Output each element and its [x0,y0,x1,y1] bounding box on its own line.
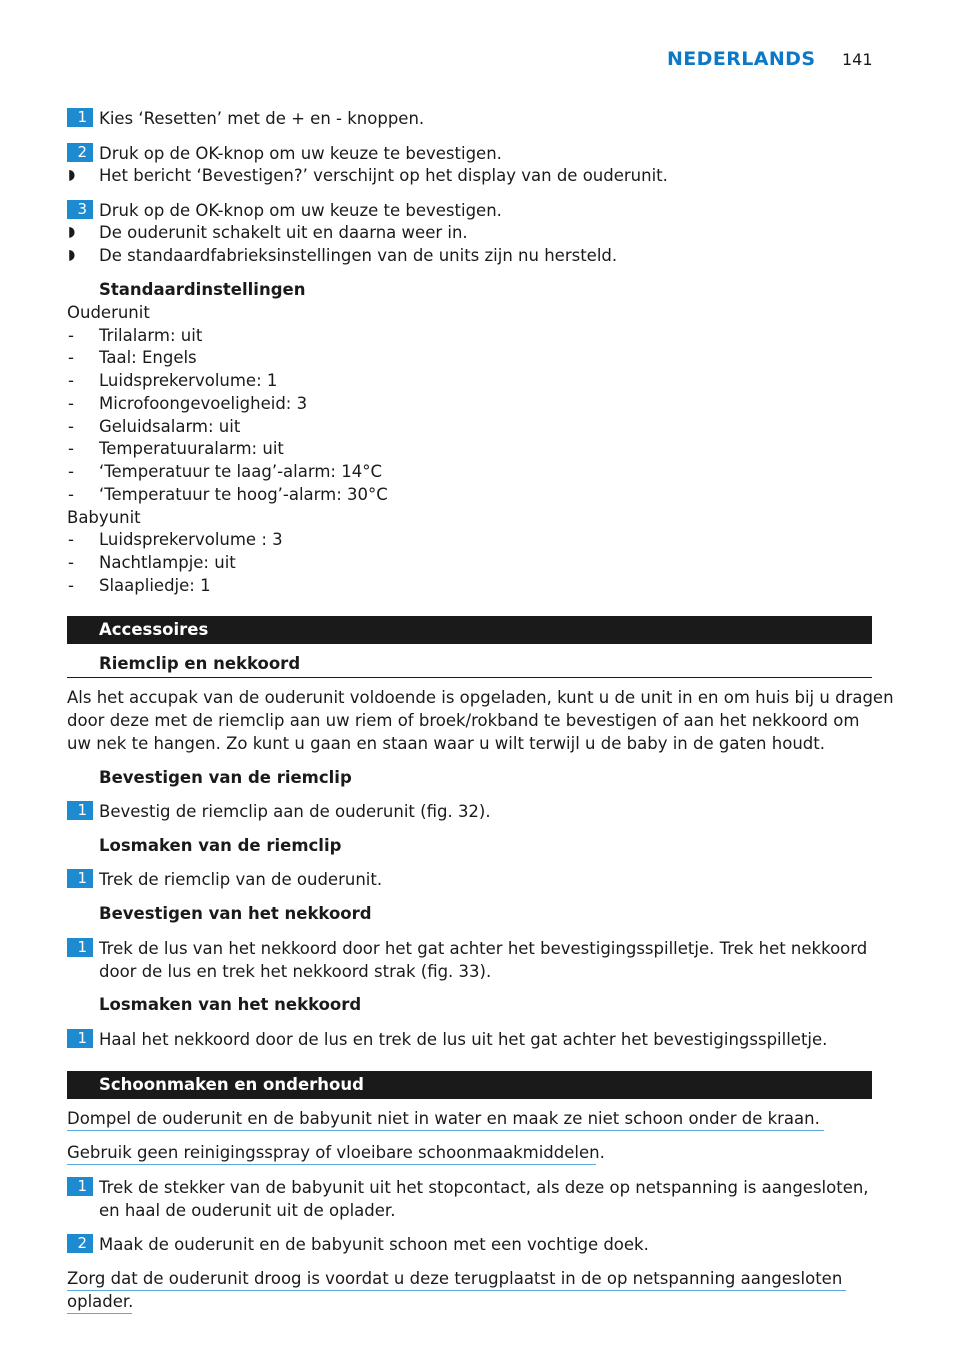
sub-heading: Bevestigen van de riemclip [99,768,352,787]
parent-unit-label: Ouderunit [67,303,150,322]
warning-text: Gebruik geen reinigingsspray of vloeibare schoonmaakmiddelen. [67,1143,605,1162]
warning-underline [67,1130,824,1131]
step-number: 1 [67,1029,93,1048]
step-number: 1 [67,938,93,957]
language-header: NEDERLANDS [667,48,816,70]
step-text: Trek de riemclip van de ouderunit. [99,870,383,889]
defaults-heading: Standaardinstellingen [99,280,306,299]
warning-text: Zorg dat de ouderunit droog is voordat u deze terugplaatst in de op netspanning aangesloten [67,1269,843,1288]
list-item: ‘Temperatuur te laag’-alarm: 14°C [99,462,382,481]
warning-underline [67,1290,846,1291]
sub-heading: Losmaken van de riemclip [99,836,342,855]
sub-heading: Bevestigen van het nekkoord [99,904,372,923]
list-dash: - [68,462,74,481]
step-text: Druk op de OK-knop om uw keuze te bevestigen. [99,201,502,220]
list-item: Taal: Engels [99,348,197,367]
warning-text: oplader. [67,1292,134,1311]
section-bar-cleaning [67,1071,872,1099]
list-item: Temperatuuralarm: uit [99,439,284,458]
result-text: De standaardfabrieksinstellingen van de units zijn nu hersteld. [99,246,618,265]
list-item: Luidsprekervolume: 1 [99,371,278,390]
step-number: 3 [67,200,93,219]
step-number: 1 [67,801,93,820]
page-number: 141 [842,50,873,69]
step-number: 2 [67,143,93,162]
list-dash: - [68,553,74,572]
list-dash: - [68,485,74,504]
step-text: Druk op de OK-knop om uw keuze te bevestigen. [99,144,502,163]
step-text: Trek de lus van het nekkoord door het gat achter het bevestigingsspilletje. Trek het nekkoord [99,939,868,958]
sub-heading: Losmaken van het nekkoord [99,995,362,1014]
warning-underline [67,1164,596,1165]
list-dash: - [68,417,74,436]
warning-underline [67,1313,132,1314]
paragraph-line: Als het accupak van de ouderunit voldoende is opgeladen, kunt u de unit in en om huis bij u dragen [67,688,894,707]
step-number: 1 [67,1177,93,1196]
step-text: Trek de stekker van de babyunit uit het stopcontact, als deze op netspanning is aangesloten, [99,1178,869,1197]
paragraph-line: door deze met de riemclip aan uw riem of broek/rokband te bevestigen of aan het nekkoord om [67,711,860,730]
section-bar-accessories [67,616,872,644]
list-item: Nachtlampje: uit [99,553,236,572]
result-text: Het bericht ‘Bevestigen?’ verschijnt op het display van de ouderunit. [99,166,668,185]
step-number: 1 [67,108,93,127]
list-item: Slaapliedje: 1 [99,576,211,595]
result-bullet-icon: ◗ [68,247,76,263]
result-bullet-icon: ◗ [68,224,76,240]
warning-text: Dompel de ouderunit en de babyunit niet in water en maak ze niet schoon onder de kraan. [67,1109,820,1128]
result-bullet-icon: ◗ [68,167,76,183]
list-item: Trilalarm: uit [99,326,203,345]
list-dash: - [68,348,74,367]
list-item: ‘Temperatuur te hoog’-alarm: 30°C [99,485,388,504]
paragraph-line: uw nek te hangen. Zo kunt u gaan en staan waar u wilt terwijl u de baby in de gaten houdt. [67,734,825,753]
section-title: Schoonmaken en onderhoud [99,1075,364,1094]
list-dash: - [68,326,74,345]
section-title: Accessoires [99,620,209,639]
list-item: Luidsprekervolume : 3 [99,530,283,549]
step-text: Bevestig de riemclip aan de ouderunit (fig. 32). [99,802,491,821]
step-number: 1 [67,869,93,888]
step-text: door de lus en trek het nekkoord strak (fig. 33). [99,962,492,981]
list-item: Microfoongevoeligheid: 3 [99,394,308,413]
baby-unit-label: Babyunit [67,508,141,527]
list-dash: - [68,394,74,413]
list-dash: - [68,530,74,549]
result-text: De ouderunit schakelt uit en daarna weer in. [99,223,468,242]
divider [67,677,872,678]
list-dash: - [68,576,74,595]
step-number: 2 [67,1234,93,1253]
sub-heading: Riemclip en nekkoord [99,654,301,673]
step-text: Haal het nekkoord door de lus en trek de lus uit het gat achter het bevestigingsspilletje. [99,1030,828,1049]
list-dash: - [68,371,74,390]
list-item: Geluidsalarm: uit [99,417,241,436]
step-text: Kies ‘Resetten’ met de + en - knoppen. [99,109,425,128]
step-text: en haal de ouderunit uit de oplader. [99,1201,396,1220]
list-dash: - [68,439,74,458]
step-text: Maak de ouderunit en de babyunit schoon met een vochtige doek. [99,1235,649,1254]
